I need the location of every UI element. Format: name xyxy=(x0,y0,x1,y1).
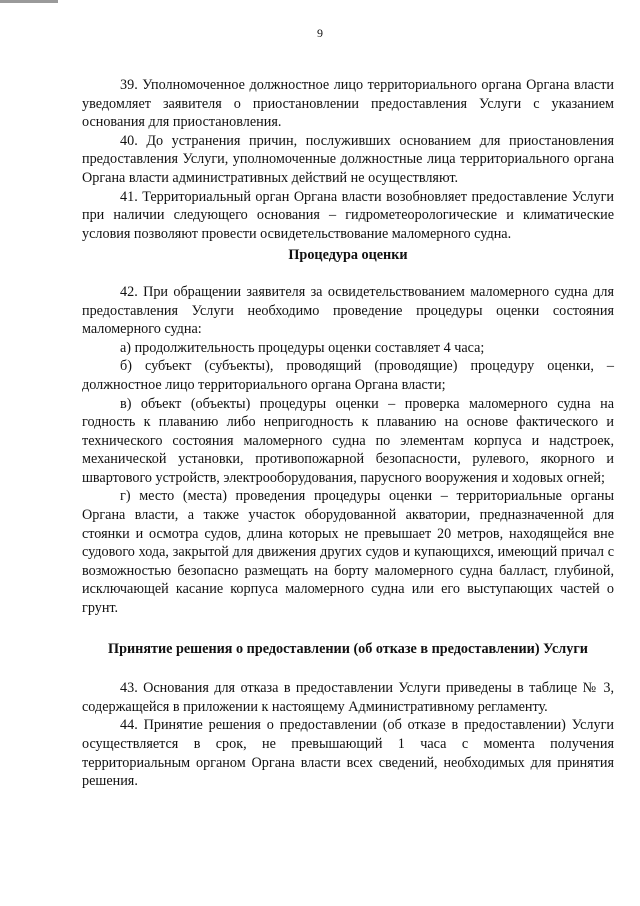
paragraph-42: 42. При обращении заявителя за освидетельствованием маломерного судна для предоставления Услуги необходимо проведение процедуры оценки состояния маломерного судна: xyxy=(82,283,614,338)
paragraph-42d: г) место (места) проведения процедуры оценки – территориальные органы Органа власти, а также участок оборудованной акватории, предназначенной для стоянки и осмотра судов, длина которых не превышает 20 метров, находящейся вне судового хода, закрытой для движения других судов и купающихся, имеющий причал с возможностью безопасно размещать на борту маломерного судна балласт, глубиной, исключающей касание корпуса маломерного судна или его выступающих частей о грунт. xyxy=(82,488,614,617)
paragraph-42b: б) субъект (субъекты), проводящий (проводящие) процедуру оценки, – должностное лицо территориального органа Органа власти; xyxy=(82,358,614,393)
paragraph-44: 44. Принятие решения о предоставлении (об отказе в предоставлении) Услуги осуществляется в срок, не превышающий 1 часа с момента получения территориальным органом Органа власти всех сведений, необходимых для принятия решения. xyxy=(82,717,614,790)
paragraph-41: 41. Территориальный орган Органа власти возобновляет предоставление Услуги при наличии следующего основания – гидрометеорологические и климатические условия позволяют провести освидетельствование маломерного судна. xyxy=(82,188,614,242)
paragraph-42a: а) продолжительность процедуры оценки составляет 4 часа; xyxy=(120,339,485,356)
paragraph-40: 40. До устранения причин, послуживших основанием для приостановления предоставления Услуги, уполномоченные должностные лица территориального органа Органа власти административных действий не осуществляют. xyxy=(82,132,614,186)
document-body xyxy=(82,76,614,791)
paragraph-42c: в) объект (объекты) процедуры оценки – проверка маломерного судна на годность к плаванию либо непригодность к плаванию на основе фактического и технического состояния маломерного судна по элементам корпуса и надстроек, механической установки, противопожарной безопасности, рулевого, якорного и швартового устройств, электрооборудования, парусного вооружения и ходовых огней; xyxy=(82,395,614,486)
section-heading-decision: Принятие решения о предоставлении (об отказе в предоставлении) Услуги xyxy=(108,640,588,657)
paragraph-39: 39. Уполномоченное должностное лицо территориального органа Органа власти уведомляет заявителя о приостановлении предоставления Услуги с указанием основания для приостановления. xyxy=(82,77,614,131)
page-number: 9 xyxy=(317,26,323,40)
paragraph-43: 43. Основания для отказа в предоставлении Услуги приведены в таблице № 3, содержащейся в приложении к настоящему Административному регламенту. xyxy=(82,680,614,715)
scan-edge-mark xyxy=(0,0,58,3)
section-heading-procedure: Процедура оценки xyxy=(288,247,408,264)
